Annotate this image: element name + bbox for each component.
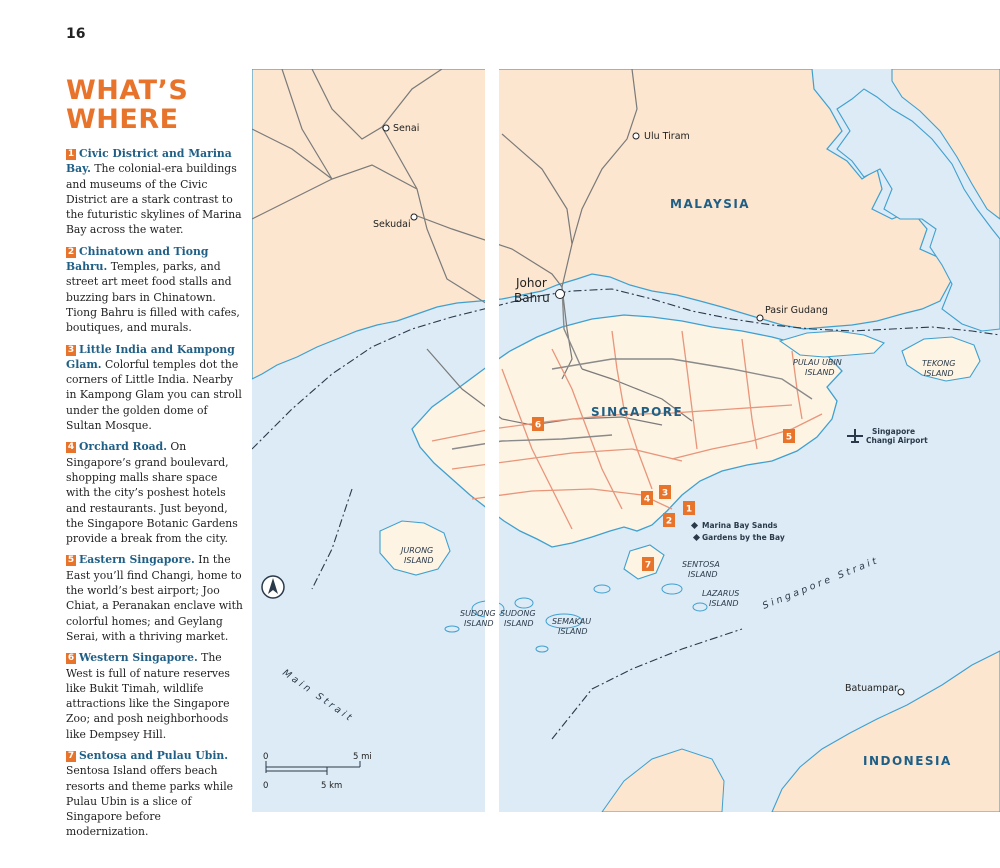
- landmark-label-airport: Singapore: [872, 427, 916, 436]
- marker-label: 1: [685, 504, 693, 515]
- town-label-johor-bahru: Johor: [516, 276, 547, 290]
- section-number-badge: 7: [67, 750, 75, 761]
- island-label-jurong: ISLAND: [404, 556, 434, 565]
- map-canvas: [252, 69, 1000, 812]
- town-label-pasir-gudang: Pasir Gudang: [765, 305, 828, 316]
- section-item: [66, 650, 244, 742]
- town-label-batuampar: Batuampar: [845, 683, 898, 694]
- section-name: Little India and Kampong Glam.: [66, 342, 235, 371]
- compass-icon: [262, 576, 284, 598]
- section-description: In the East you’ll find Changi, home to the world’s best airport; Joo Chiat, a Peranakan enclave with colorful homes; and Geylang Serai, with a thriving market.: [66, 553, 243, 643]
- section-name: Chinatown and Tiong Bahru.: [66, 244, 209, 274]
- section-number-badge: 1: [67, 149, 75, 159]
- island-label-sudong: ISLAND: [464, 619, 494, 628]
- town-label-johor-bahru: Bahru: [514, 291, 550, 305]
- singapore-map: [252, 69, 1000, 812]
- page-title: WHAT’S WHERE: [66, 75, 189, 135]
- section-description: Colorful temples dot the corners of Little India. Nearby in Kampong Glam you can stroll under the golden dome of Sultan Mosque.: [66, 357, 242, 433]
- landmark-label-marina-bay-sands: Marina Bay Sands: [702, 521, 778, 530]
- marker-label: 3: [661, 488, 669, 499]
- island-label-lazarus: LAZARUS: [702, 589, 740, 598]
- section-description: On Singapore’s grand boulevard, shopping malls share space with the city’s poshest hotels and restaurants. Just beyond, the Singapore Botanic Gardens provide a break from the city.: [66, 440, 238, 546]
- section-number-badge: 2: [67, 246, 75, 257]
- island-label-pulau-ubin: PULAU UBIN: [793, 358, 842, 367]
- marker-4: [641, 491, 653, 505]
- island-label-jurong: JURONG: [401, 546, 434, 555]
- section-item: [66, 439, 244, 546]
- island-label-tekong: ISLAND: [924, 369, 954, 378]
- page-number: 16: [66, 26, 86, 42]
- town-label-senai: Senai: [393, 123, 420, 134]
- marker-1: [683, 501, 695, 515]
- section-name: Sentosa and Pulau Ubin.: [79, 748, 229, 762]
- section-description: The West is full of nature reserves like Bukit Timah, wildlife attractions like the Singapore Zoo; and posh neighborhoods like Dempsey Hill.: [66, 651, 230, 741]
- landmark-label-airport: Changi Airport: [866, 436, 928, 445]
- marker-label: 5: [785, 432, 793, 443]
- marker-7: [642, 557, 654, 571]
- marker-3: [659, 485, 671, 499]
- section-item: [66, 552, 244, 644]
- island-label-lazarus: ISLAND: [709, 599, 739, 608]
- marker-2: [663, 513, 675, 527]
- island-label-sentosa: SENTOSA: [682, 560, 720, 569]
- island-label-sudong: SUDONG: [460, 609, 496, 618]
- island-label-pulau-ubin: ISLAND: [805, 368, 835, 377]
- section-description: Temples, parks, and street art meet food stalls and buzzing bars in Chinatown. Tiong Bahru is filled with cafes, boutiques, and murals.: [66, 260, 240, 335]
- scale-label: 5 km: [321, 781, 343, 791]
- water-label-singapore-strait: Singapore Strait: [761, 554, 882, 612]
- town-label-sekudai: Sekudai: [373, 219, 411, 230]
- town-label-ulu-tiram: Ulu Tiram: [644, 131, 690, 142]
- scale-label: 0: [263, 752, 269, 762]
- island-label-tekong: TEKONG: [922, 359, 956, 368]
- island-label-sudong: SUDONG: [500, 609, 536, 618]
- section-number-badge: 3: [67, 344, 75, 355]
- section-name: Eastern Singapore.: [79, 553, 195, 567]
- marker-label: 7: [644, 560, 652, 571]
- section-name: Western Singapore.: [79, 651, 198, 665]
- marker-6: [532, 417, 544, 431]
- scale-label: 0: [263, 781, 269, 791]
- country-label-indonesia: INDONESIA: [863, 754, 952, 768]
- section-description: Sentosa Island offers beach resorts and theme parks while Pulau Ubin is a slice of Singapore before modernization.: [66, 764, 234, 839]
- section-description: The colonial-era buildings and museums of the Civic District are a stark contrast to the futuristic skylines of Marina Bay across the water.: [66, 162, 242, 237]
- section-item: [66, 244, 244, 336]
- section-number-badge: 4: [67, 442, 75, 453]
- marker-label: 6: [534, 420, 542, 431]
- country-label-malaysia: MALAYSIA: [670, 197, 751, 211]
- island-label-sudong: ISLAND: [504, 619, 534, 628]
- section-item: [66, 748, 244, 840]
- country-label-singapore: SINGAPORE: [591, 405, 684, 419]
- island-label-semakau: ISLAND: [558, 627, 588, 636]
- scale-label: 5 mi: [353, 752, 372, 762]
- section-number-badge: 6: [67, 653, 75, 664]
- island-label-sentosa: ISLAND: [688, 570, 718, 579]
- page-gutter: [485, 69, 499, 812]
- marker-label: 4: [643, 494, 651, 505]
- section-name: Orchard Road.: [79, 440, 167, 454]
- section-number-badge: 5: [67, 555, 75, 566]
- water-label-main-strait: Main Strait: [280, 667, 356, 725]
- section-list: [66, 146, 244, 846]
- marker-label: 2: [665, 516, 673, 527]
- marker-5: [783, 429, 795, 443]
- landmark-label-gardens-by-the-bay: Gardens by the Bay: [702, 533, 785, 542]
- section-item: [66, 342, 244, 434]
- section-item: [66, 146, 244, 238]
- island-label-semakau: SEMAKAU: [552, 617, 592, 626]
- section-name: Civic District and Marina Bay.: [66, 147, 232, 176]
